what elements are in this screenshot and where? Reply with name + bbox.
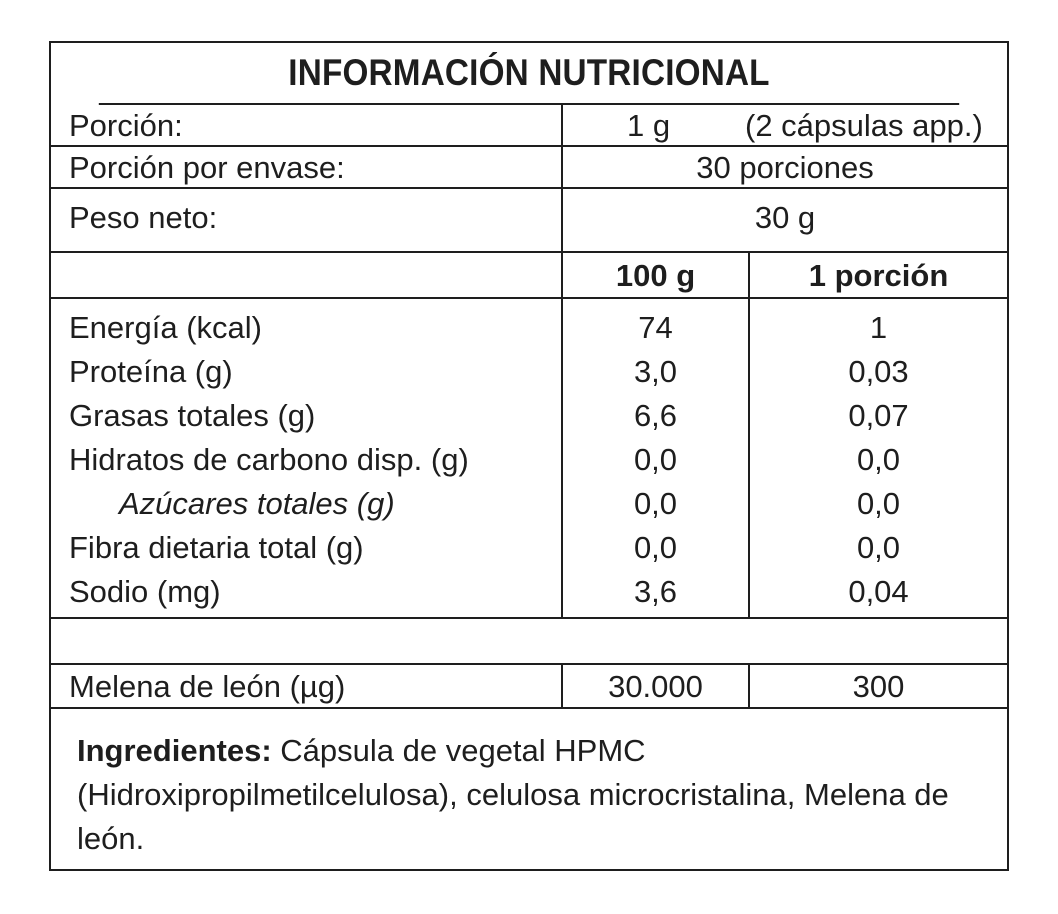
portion-value: 1 g <box>627 107 671 143</box>
nutrient-per-100g: 74 <box>638 309 673 345</box>
nutrient-name: Grasas totales (g) <box>69 397 316 433</box>
special-ingredient-name: Melena de león (µg) <box>69 668 346 704</box>
special-per-100g: 30.000 <box>608 668 703 704</box>
ingredients-text: Cápsula de vegetal HPMC (Hidroxipropilmetilcelulosa), celulosa microcristalina, Melena de león. <box>77 733 949 856</box>
nutrient-per-100g: 0,0 <box>633 441 678 477</box>
nutrient-per-portion: 0,03 <box>848 353 909 389</box>
nutrient-name: Hidratos de carbono disp. (g) <box>69 441 469 477</box>
nutrient-per-portion: 0,0 <box>856 529 901 565</box>
serving-row-per-container <box>51 147 1007 189</box>
column-divider <box>561 105 563 145</box>
nutrient-per-portion: 0,0 <box>856 485 901 521</box>
nutrient-row <box>51 525 1007 569</box>
per-container-value: 30 porciones <box>696 149 874 185</box>
header-per-portion: 1 porción <box>808 257 949 293</box>
nutrient-row <box>51 393 1007 437</box>
nutrient-per-portion: 0,0 <box>856 441 901 477</box>
special-per-portion: 300 <box>852 668 905 704</box>
nutrition-facts-panel <box>49 41 1009 871</box>
portion-label: Porción: <box>69 107 183 143</box>
nutrients-block <box>51 299 1007 619</box>
per-container-label: Porción por envase: <box>69 149 345 185</box>
nutrient-per-portion: 0,04 <box>848 573 909 609</box>
nutrient-per-100g: 6,6 <box>633 397 678 433</box>
nutrient-per-100g: 0,0 <box>633 485 678 521</box>
nutrient-name: Sodio (mg) <box>69 573 221 609</box>
portion-note: (2 cápsulas app.) <box>745 107 983 143</box>
nutrient-per-100g: 0,0 <box>633 529 678 565</box>
nutrient-name: Fibra dietaria total (g) <box>69 529 364 565</box>
nutrient-per-portion: 1 <box>869 309 888 345</box>
special-ingredient-row <box>51 665 1007 709</box>
nutrient-row <box>51 305 1007 349</box>
nutrient-name: Energía (kcal) <box>69 309 262 345</box>
nutrient-per-100g: 3,0 <box>633 353 678 389</box>
nutrient-row <box>51 569 1007 613</box>
serving-row-net-weight <box>51 189 1007 253</box>
nutrient-per-portion: 0,07 <box>848 397 909 433</box>
nutrient-per-100g: 3,6 <box>633 573 678 609</box>
ingredients-paragraph <box>77 729 977 861</box>
nutrient-row-sub <box>51 481 1007 525</box>
ingredients-label: Ingredientes: <box>77 733 272 768</box>
panel-title: INFORMACIÓN NUTRICIONAL <box>99 43 959 105</box>
net-weight-label: Peso neto: <box>69 199 218 235</box>
header-per-100g: 100 g <box>615 257 696 293</box>
nutrient-row <box>51 349 1007 393</box>
spacer-row <box>51 619 1007 665</box>
net-weight-value: 30 g <box>754 199 816 235</box>
nutrient-name: Proteína (g) <box>69 353 233 389</box>
column-header-row <box>51 253 1007 299</box>
nutrient-row <box>51 437 1007 481</box>
nutrient-name: Azúcares totales (g) <box>119 485 395 521</box>
serving-row-portion <box>51 105 1007 147</box>
